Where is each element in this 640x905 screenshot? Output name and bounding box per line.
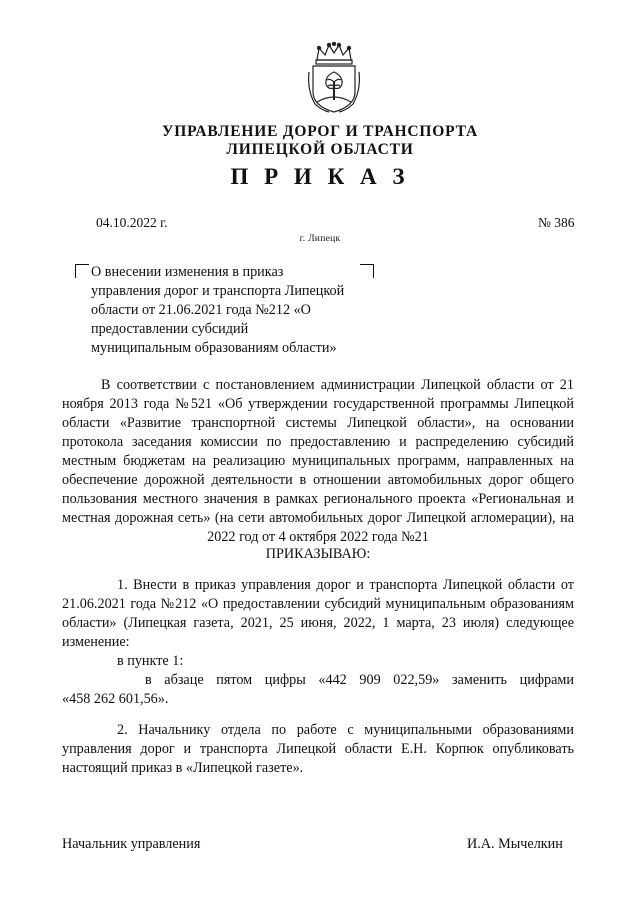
item1-line: изменение: <box>62 634 130 650</box>
item2-line: управления дорог и транспорта Липецкой области Е.Н. Корпюк опубликовать <box>62 741 574 757</box>
preamble-line: области «Развитие транспортной системы Липецкой области», на основании <box>62 415 574 431</box>
item1-line: в абзаце пятом цифры «442 909 022,59» заменить цифрами <box>145 672 574 688</box>
item1-line: в пункте 1: <box>117 653 184 669</box>
signatory-name: И.А. Мычелкин <box>467 836 563 852</box>
subject-line: управления дорог и транспорта Липецкой <box>91 283 345 299</box>
subject-corner-left <box>75 264 89 278</box>
subject-line: области от 21.06.2021 года №212 «О <box>91 302 311 318</box>
signatory-position: Начальник управления <box>62 836 201 852</box>
subject-line: предоставлении субсидий <box>91 321 249 337</box>
organization-name-line-1: УПРАВЛЕНИЕ ДОРОГ И ТРАНСПОРТА <box>162 123 478 140</box>
item1-line: области» (Липецкая газета, 2021, 25 июня, 2022, 1 марта, 23 июля) следующее <box>62 615 574 631</box>
document-title: П Р И К А З <box>230 164 410 189</box>
preamble-line: пользования местного значения в рамках регионального проекта «Региональная и <box>62 491 574 507</box>
item1-line: 21.06.2021 года №212 «О предоставлении субсидий муниципальным образованиям <box>62 596 574 612</box>
preamble-line: протокола заседания комиссии по предоставлению и распределению субсидий <box>62 434 574 450</box>
order-word: ПРИКАЗЫВАЮ: <box>265 546 371 562</box>
preamble-line: обеспечение дорожной деятельности в отношении автомобильных дорог общего <box>62 472 574 488</box>
item1-line: «458 262 601,56». <box>62 691 169 707</box>
item2-line: настоящий приказ в «Липецкой газете». <box>62 760 304 776</box>
subject-line: О внесении изменения в приказ <box>91 264 284 280</box>
document-city: г. Липецк <box>299 234 341 244</box>
subject-corner-right <box>360 264 374 278</box>
subject-line: муниципальным образованиям области» <box>91 340 337 356</box>
document-number: № 386 <box>538 215 575 230</box>
item2-line: 2. Начальнику отдела по работе с муниципальными образованиями <box>117 722 574 738</box>
preamble-line: ноября 2013 года №521 «Об утверждении государственной программы Липецкой <box>62 396 574 412</box>
preamble-line: 2022 год от 4 октября 2022 года №21 <box>207 529 429 545</box>
document-date: 04.10.2022 г. <box>96 215 168 230</box>
item1-line: 1. Внести в приказ управления дорог и транспорта Липецкой области от <box>117 577 574 593</box>
coat-of-arms-icon <box>305 42 363 114</box>
preamble-line: В соответствии с постановлением администрации Липецкой области от 21 <box>101 377 574 393</box>
preamble-line: местная дорожная сеть» (на сети автомобильных дорог Липецкой агломерации), на <box>62 510 574 526</box>
organization-name-line-2: ЛИПЕЦКОЙ ОБЛАСТИ <box>226 141 414 158</box>
preamble-line: местным бюджетам на реализацию муниципальных программ, направленных на <box>62 453 574 469</box>
